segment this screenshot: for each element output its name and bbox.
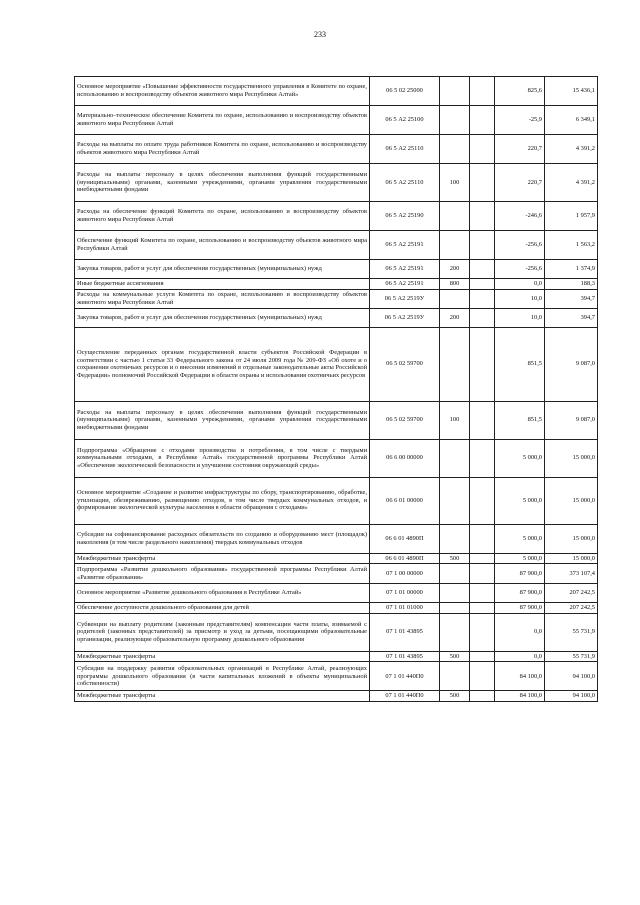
row-empty-cell — [470, 308, 495, 327]
row-change-cell: 87 900,0 — [495, 603, 545, 614]
row-total-cell: 207 242,5 — [545, 603, 598, 614]
row-empty-cell — [470, 691, 495, 702]
row-code-cell: 07 1 01 440П0 — [370, 691, 440, 702]
row-expense-type-cell — [440, 584, 470, 603]
row-empty-cell — [470, 260, 495, 279]
row-code-cell: 06 6 01 00000 — [370, 477, 440, 524]
table-row — [75, 603, 598, 614]
budget-table — [74, 76, 598, 702]
row-expense-type-cell — [440, 327, 470, 401]
row-change-cell: 87 900,0 — [495, 564, 545, 584]
table-row — [75, 584, 598, 603]
row-empty-cell — [470, 401, 495, 439]
row-total-cell: 9 087,0 — [545, 327, 598, 401]
row-change-cell: -25,9 — [495, 106, 545, 135]
table-row — [75, 135, 598, 164]
row-total-cell: 207 242,5 — [545, 584, 598, 603]
row-change-cell: 84 100,0 — [495, 691, 545, 702]
row-name-cell: Обеспечение доступности дошкольного образования для детей — [75, 603, 370, 614]
budget-table-body — [75, 77, 598, 702]
row-empty-cell — [470, 613, 495, 651]
row-empty-cell — [470, 477, 495, 524]
row-change-cell: 0,0 — [495, 651, 545, 662]
row-expense-type-cell — [440, 662, 470, 691]
row-total-cell: 15 000,0 — [545, 439, 598, 477]
table-row — [75, 260, 598, 279]
row-empty-cell — [470, 289, 495, 308]
table-row — [75, 289, 598, 308]
table-row — [75, 651, 598, 662]
table-row — [75, 564, 598, 584]
row-total-cell: 394,7 — [545, 289, 598, 308]
row-empty-cell — [470, 135, 495, 164]
row-name-cell: Расходы на выплаты персоналу в целях обеспечения выполнения функций государственными (муниципальными) органами, казенными учреждениями, органами управления государственными внебюджетными фондами — [75, 401, 370, 439]
row-total-cell: 15 436,1 — [545, 77, 598, 106]
row-total-cell: 1 957,9 — [545, 202, 598, 231]
table-row — [75, 553, 598, 564]
row-change-cell: -246,6 — [495, 202, 545, 231]
row-change-cell: 84 100,0 — [495, 662, 545, 691]
row-empty-cell — [470, 327, 495, 401]
table-row — [75, 401, 598, 439]
row-total-cell: 15 000,0 — [545, 477, 598, 524]
row-code-cell: 06 5 А2 25190 — [370, 202, 440, 231]
row-total-cell: 6 349,1 — [545, 106, 598, 135]
row-change-cell: 5 000,0 — [495, 439, 545, 477]
row-change-cell: 10,0 — [495, 289, 545, 308]
row-code-cell: 06 5 А2 25191 — [370, 260, 440, 279]
row-code-cell: 06 6 01 4890П — [370, 524, 440, 553]
row-change-cell: 87 900,0 — [495, 584, 545, 603]
row-expense-type-cell — [440, 135, 470, 164]
table-row — [75, 691, 598, 702]
row-name-cell: Закупка товаров, работ и услуг для обеспечения государственных (муниципальных) нужд — [75, 260, 370, 279]
row-expense-type-cell — [440, 106, 470, 135]
row-name-cell: Межбюджетные трансферты — [75, 553, 370, 564]
row-name-cell: Субсидии на поддержку развития образовательных организаций в Республике Алтай, реализующих программы дошкольного образования (в части капитальных вложений в объекты муниципальной собственности) — [75, 662, 370, 691]
row-change-cell: 5 000,0 — [495, 524, 545, 553]
row-expense-type-cell — [440, 524, 470, 553]
row-change-cell: 220,7 — [495, 135, 545, 164]
row-total-cell: 394,7 — [545, 308, 598, 327]
row-name-cell: Подпрограмма «Обращение с отходами производства и потребления, в том числе с твердыми коммунальными отходами, в Республике Алтай» государственной программы Республики Алтай «Обеспечение экологической безопасности и улучшение состояния окружающей среды» — [75, 439, 370, 477]
row-name-cell: Основное мероприятие «Повышение эффективности государственного управления в Комитете по охране, использованию и воспроизводству объектов животного мира Республики Алтай» — [75, 77, 370, 106]
row-name-cell: Расходы на обеспечение функций Комитета по охране, использованию и воспроизводству объектов животного мира Республики Алтай — [75, 202, 370, 231]
row-name-cell: Закупка товаров, работ и услуг для обеспечения государственных (муниципальных) нужд — [75, 308, 370, 327]
row-total-cell: 1 374,9 — [545, 260, 598, 279]
table-row — [75, 308, 598, 327]
row-code-cell: 06 5 А2 25110 — [370, 135, 440, 164]
row-expense-type-cell — [440, 77, 470, 106]
row-expense-type-cell: 100 — [440, 401, 470, 439]
row-code-cell: 06 5 02 59700 — [370, 327, 440, 401]
row-total-cell: 9 087,0 — [545, 401, 598, 439]
row-name-cell: Межбюджетные трансферты — [75, 691, 370, 702]
row-name-cell: Субвенции на выплату родителям (законным представителям) компенсации части платы, взимаемой с родителей (законных представителей) за присмотр и уход за детьми, посещающими образовательные организации, реализующие образовательную программу дошкольного образования — [75, 613, 370, 651]
row-expense-type-cell: 500 — [440, 553, 470, 564]
table-row — [75, 327, 598, 401]
row-code-cell: 06 6 00 00000 — [370, 439, 440, 477]
table-row — [75, 613, 598, 651]
row-name-cell: Межбюджетные трансферты — [75, 651, 370, 662]
row-change-cell: 0,0 — [495, 279, 545, 290]
row-change-cell: 851,5 — [495, 327, 545, 401]
row-total-cell: 1 563,2 — [545, 231, 598, 260]
row-expense-type-cell: 200 — [440, 308, 470, 327]
row-code-cell: 07 1 01 43895 — [370, 651, 440, 662]
row-expense-type-cell — [440, 613, 470, 651]
row-code-cell: 06 5 А2 25191 — [370, 231, 440, 260]
table-row — [75, 439, 598, 477]
table-row — [75, 77, 598, 106]
row-expense-type-cell — [440, 477, 470, 524]
row-total-cell: 94 100,0 — [545, 662, 598, 691]
table-row — [75, 164, 598, 202]
row-change-cell: 851,5 — [495, 401, 545, 439]
row-code-cell: 06 5 02 25000 — [370, 77, 440, 106]
row-code-cell: 07 1 01 00000 — [370, 584, 440, 603]
row-change-cell: -256,6 — [495, 260, 545, 279]
row-total-cell: 94 100,0 — [545, 691, 598, 702]
row-total-cell: 4 391,2 — [545, 164, 598, 202]
row-code-cell: 06 5 А2 25100 — [370, 106, 440, 135]
row-code-cell: 06 5 А2 2519У — [370, 289, 440, 308]
row-empty-cell — [470, 603, 495, 614]
row-empty-cell — [470, 564, 495, 584]
row-expense-type-cell: 500 — [440, 651, 470, 662]
row-name-cell: Осуществление переданных органам государственной власти субъектов Российской Федерации в соответствии с частью 1 статьи 33 Федерального закона от 24 июля 2009 года № 209-ФЗ «Об охоте и о сохранении охотничьих ресурсов и о внесении изменений в отдельные законодательные акты Российской Федерации» полномочий Российской Федерации в области охраны и использования охотничьих ресурсов — [75, 327, 370, 401]
row-name-cell: Основное мероприятие «Развитие дошкольного образования в Республике Алтай» — [75, 584, 370, 603]
row-empty-cell — [470, 662, 495, 691]
row-empty-cell — [470, 279, 495, 290]
row-total-cell: 4 391,2 — [545, 135, 598, 164]
row-name-cell: Иные бюджетные ассигнования — [75, 279, 370, 290]
row-code-cell: 06 5 А2 2519У — [370, 308, 440, 327]
row-empty-cell — [470, 77, 495, 106]
row-name-cell: Обеспечение функций Комитета по охране, использованию и воспроизводству объектов животного мира Республики Алтай — [75, 231, 370, 260]
row-code-cell: 06 6 01 4890П — [370, 553, 440, 564]
row-code-cell: 07 1 00 00000 — [370, 564, 440, 584]
row-empty-cell — [470, 231, 495, 260]
row-expense-type-cell: 100 — [440, 164, 470, 202]
row-change-cell: 5 000,0 — [495, 477, 545, 524]
table-row — [75, 279, 598, 290]
row-change-cell: 10,0 — [495, 308, 545, 327]
table-row — [75, 662, 598, 691]
row-total-cell: 15 000,0 — [545, 524, 598, 553]
row-expense-type-cell: 200 — [440, 260, 470, 279]
row-empty-cell — [470, 584, 495, 603]
row-code-cell: 06 5 А2 25191 — [370, 279, 440, 290]
row-expense-type-cell — [440, 603, 470, 614]
row-name-cell: Расходы на выплаты по оплате труда работников Комитета по охране, использованию и воспроизводству объектов животного мира Республики Алтай — [75, 135, 370, 164]
row-name-cell: Расходы на коммунальные услуги Комитета по охране, использованию и воспроизводству объектов животного мира Республики Алтай — [75, 289, 370, 308]
row-expense-type-cell — [440, 564, 470, 584]
row-total-cell: 188,3 — [545, 279, 598, 290]
row-code-cell: 07 1 01 01000 — [370, 603, 440, 614]
row-code-cell: 06 5 02 59700 — [370, 401, 440, 439]
row-total-cell: 373 107,4 — [545, 564, 598, 584]
row-expense-type-cell — [440, 289, 470, 308]
row-total-cell: 55 731,9 — [545, 651, 598, 662]
row-empty-cell — [470, 553, 495, 564]
row-change-cell: 0,0 — [495, 613, 545, 651]
table-row — [75, 524, 598, 553]
row-empty-cell — [470, 202, 495, 231]
table-row — [75, 202, 598, 231]
row-name-cell: Подпрограмма «Развитие дошкольного образования» государственной программы Республики Алтай «Развитие образования» — [75, 564, 370, 584]
row-expense-type-cell: 800 — [440, 279, 470, 290]
row-empty-cell — [470, 164, 495, 202]
row-change-cell: 220,7 — [495, 164, 545, 202]
row-name-cell: Субсидии на софинансирование расходных обязательств по созданию и оборудованию мест (площадок) накопления (в том числе раздельного накопления) твердых коммунальных отходов — [75, 524, 370, 553]
row-change-cell: 5 000,0 — [495, 553, 545, 564]
row-name-cell: Материально–техническое обеспечение Комитета по охране, использованию и воспроизводству объектов животного мира Республики Алтай — [75, 106, 370, 135]
row-name-cell: Расходы на выплаты персоналу в целях обеспечения выполнения функций государственными (муниципальными) органами, казенными учреждениями, органами управления государственными внебюджетными фондами — [75, 164, 370, 202]
row-empty-cell — [470, 439, 495, 477]
row-empty-cell — [470, 651, 495, 662]
row-code-cell: 07 1 01 43895 — [370, 613, 440, 651]
row-code-cell: 07 1 01 440П0 — [370, 662, 440, 691]
row-code-cell: 06 5 А2 25110 — [370, 164, 440, 202]
row-change-cell: 825,6 — [495, 77, 545, 106]
row-expense-type-cell: 500 — [440, 691, 470, 702]
row-expense-type-cell — [440, 202, 470, 231]
row-change-cell: -256,6 — [495, 231, 545, 260]
row-name-cell: Основное мероприятие «Создание и развитие инфраструктуры по сбору, транспортированию, обработке, утилизации, обезвреживанию, размещению отходов, в том числе твердых коммунальных отходов, и формирование экологической культуры населения в области обращения с отходами» — [75, 477, 370, 524]
page-number: 233 — [314, 30, 326, 39]
row-expense-type-cell — [440, 231, 470, 260]
row-empty-cell — [470, 524, 495, 553]
row-total-cell: 15 000,0 — [545, 553, 598, 564]
row-expense-type-cell — [440, 439, 470, 477]
table-row — [75, 231, 598, 260]
table-row — [75, 477, 598, 524]
table-row — [75, 106, 598, 135]
row-total-cell: 55 731,9 — [545, 613, 598, 651]
row-empty-cell — [470, 106, 495, 135]
